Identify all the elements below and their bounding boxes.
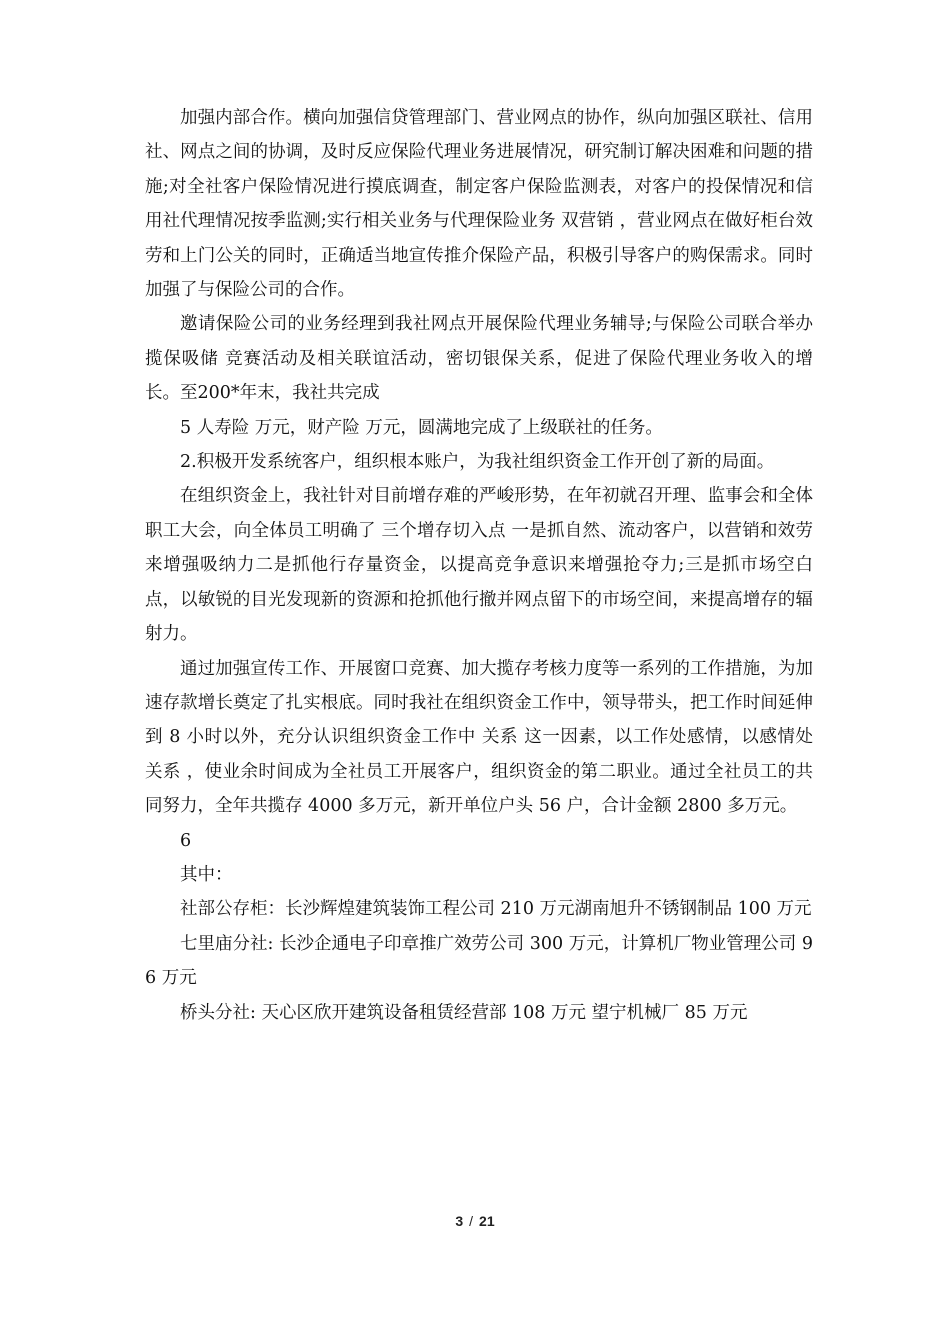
current-page-number: 3	[455, 1213, 464, 1229]
paragraph-insurance-results: 5 人寿险 万元，财产险 万元，圆满地完成了上级联社的任务。	[180, 417, 663, 438]
total-pages-number: 21	[479, 1213, 495, 1229]
list-item-qilimiao-branch: 七里庙分社: 长沙企通电子印章推广效劳公司 300 万元，计算机厂物业管理公司 96 万元	[145, 933, 813, 989]
paragraph-deposit-results: 通过加强宣传工作、开展窗口竞赛、加大揽存考核力度等一系列的工作措施，为加速存款增长奠定了扎实根底。同时我社在组织资金工作中，领导带头，把工作时间延伸到 8 小时以外，充分认识组织资金工作中 关系 这一因素，以工作处感情，以感情处 关系 ，使业余时间成为全社员工开展客户，组织资金的第二职业。通过全社员工的共同努力，全年共揽存 4000 多万元，新开单位户头 56 户，合计金额 2800 多万元。	[145, 658, 813, 817]
paragraph-cooperation: 加强内部合作。横向加强信贷管理部门、营业网点的协作，纵向加强区联社、信用社、网点之间的协调，及时反应保险代理业务进展情况，研究制订解决困难和问题的措施;对全社客户保险情况进行摸底调查，制定客户保险监测表，对客户的投保情况和信用社代理情况按季监测;实行相关业务与代理保险业务 双营销 ，营业网点在做好柜台效劳和上门公关的同时，正确适当地宣传推介保险产品，积极引导客户的购保需求。同时加强了与保险公司的合作。	[145, 108, 813, 301]
paragraph-insurance-partnership: 邀请保险公司的业务经理到我社网点开展保险代理业务辅导;与保险公司联合举办 揽保吸储 竞赛活动及相关联谊活动，密切银保关系，促进了保险代理业务收入的增长。至200*年末，我社共完成	[145, 314, 813, 404]
document-body	[145, 101, 813, 1030]
page-separator: /	[469, 1213, 474, 1229]
paragraph-number-marker: 6	[180, 830, 192, 851]
page-number	[0, 1213, 950, 1229]
list-item-headquarters: 社部公存柜：长沙辉煌建筑装饰工程公司 210 万元湖南旭升不锈钢制品 100 万元	[180, 899, 812, 920]
paragraph-section-heading: 2.积极开发系统客户，组织根本账户，为我社组织资金工作开创了新的局面。	[180, 452, 775, 473]
paragraph-deposit-strategy: 在组织资金上，我社针对目前增存难的严峻形势，在年初就召开理、监事会和全体职工大会，向全体员工明确了 三个增存切入点 一是抓自然、流动客户，以营销和效劳来增强吸纳力二是抓他行存量资金，以提高竞争意识来增强抢夺力;三是抓市场空白点，以敏锐的目光发现新的资源和抢抓他行撤并网点留下的市场空间，来提高增存的辐射力。	[145, 486, 813, 645]
list-item-qiaotou-branch: 桥头分社: 天心区欣开建筑设备租赁经营部 108 万元 望宁机械厂 85 万元	[180, 1002, 748, 1023]
paragraph-list-intro: 其中：	[180, 864, 233, 885]
